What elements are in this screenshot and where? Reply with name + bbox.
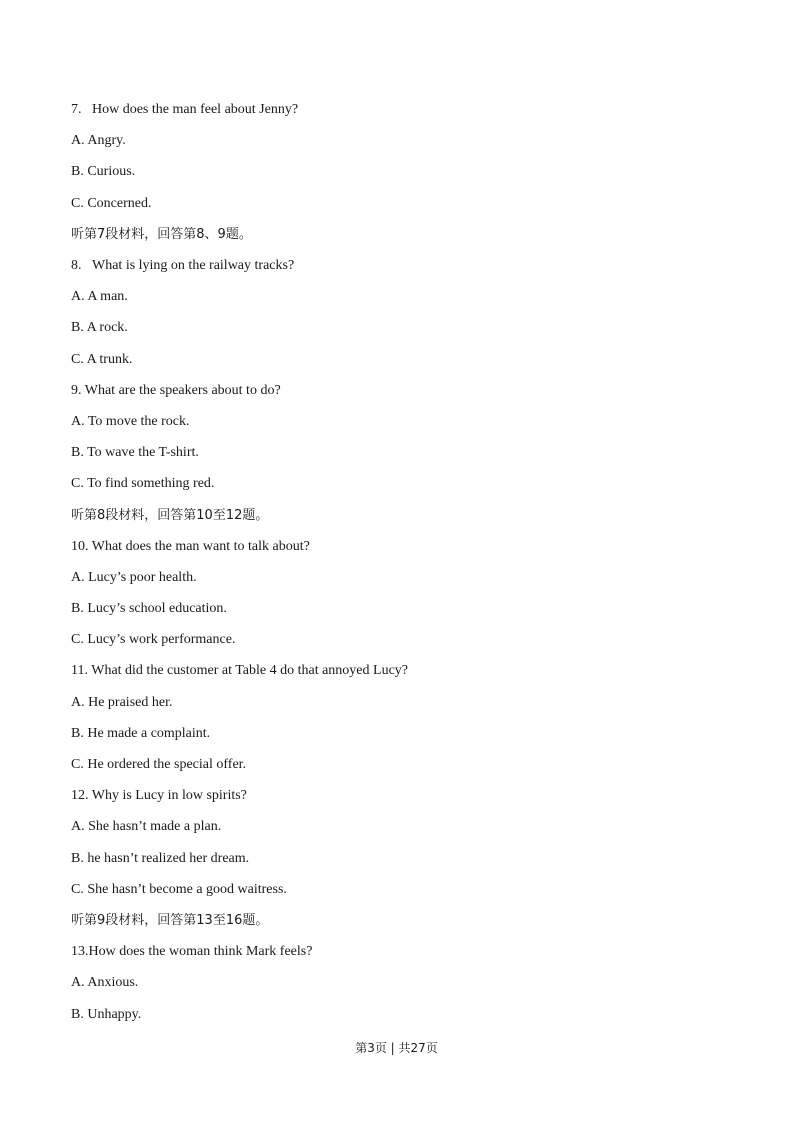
section-heading-7: 听第7段材料，回答第8、9题。 [71, 227, 252, 242]
option-13a: A. Anxious. [71, 975, 139, 990]
question-12: 12. Why is Lucy in low spirits? [71, 788, 247, 803]
option-9c: C. To find something red. [71, 476, 215, 491]
question-10: 10. What does the man want to talk about? [71, 539, 310, 554]
section-heading-8: 听第8段材料，回答第10至12题。 [71, 508, 269, 523]
option-12a: A. She hasn’t made a plan. [71, 819, 222, 834]
question-11: 11. What did the customer at Table 4 do that annoyed Lucy? [71, 663, 408, 678]
option-12c: C. She hasn’t become a good waitress. [71, 882, 287, 897]
option-8a: A. A man. [71, 289, 128, 304]
option-11a: A. He praised her. [71, 695, 173, 710]
option-9a: A. To move the rock. [71, 414, 190, 429]
question-7: 7. How does the man feel about Jenny? [71, 102, 299, 117]
question-9: 9. What are the speakers about to do? [71, 383, 281, 398]
option-7b: B. Curious. [71, 164, 136, 179]
section-heading-9: 听第9段材料，回答第13至16题。 [71, 913, 269, 928]
option-12b: B. he hasn’t realized her dream. [71, 851, 250, 866]
option-10a: A. Lucy’s poor health. [71, 570, 197, 585]
page-number-footer: 第3页 | 共27页 [355, 1041, 438, 1055]
option-10b: B. Lucy’s school education. [71, 601, 227, 616]
option-11c: C. He ordered the special offer. [71, 757, 247, 772]
question-13: 13.How does the woman think Mark feels? [71, 944, 313, 959]
option-10c: C. Lucy’s work performance. [71, 632, 236, 647]
option-8b: B. A rock. [71, 320, 128, 335]
option-7c: C. Concerned. [71, 196, 152, 211]
option-11b: B. He made a complaint. [71, 726, 211, 741]
question-8: 8. What is lying on the railway tracks? [71, 258, 295, 273]
option-9b: B. To wave the T-shirt. [71, 445, 199, 460]
option-13b: B. Unhappy. [71, 1007, 142, 1022]
option-8c: C. A trunk. [71, 352, 133, 367]
option-7a: A. Angry. [71, 133, 126, 148]
